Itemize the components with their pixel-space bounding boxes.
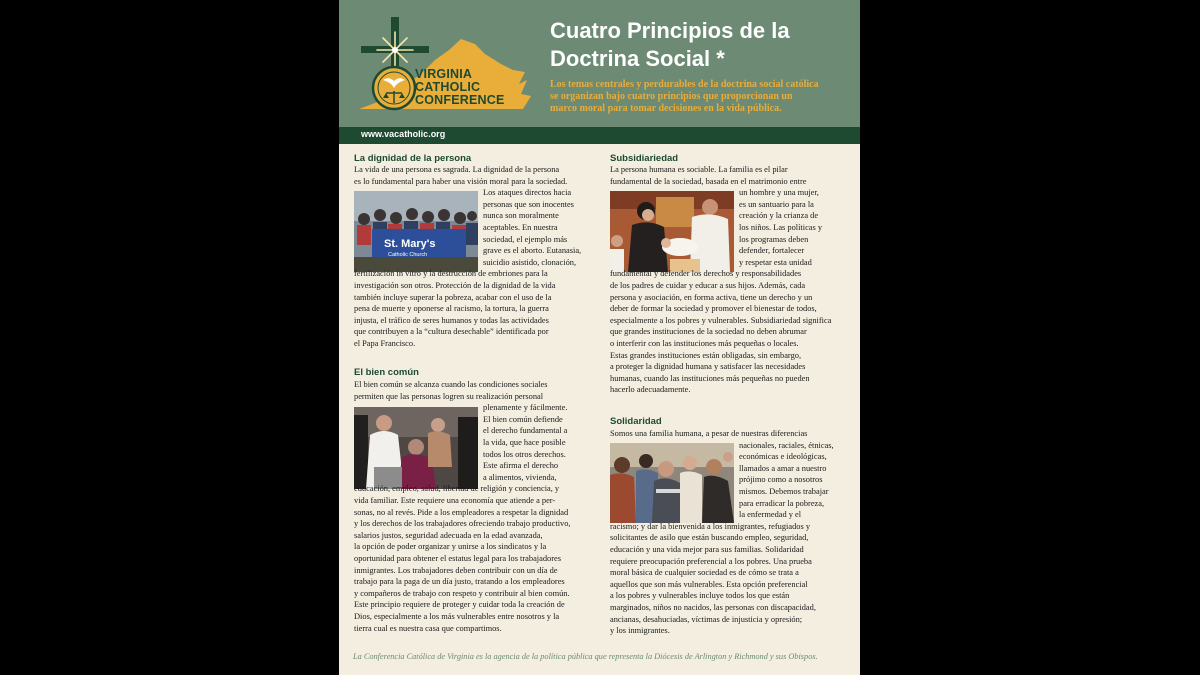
- body-text-line: racismo; y dar la bienvenida a los inmigrantes, refugiados y: [610, 521, 811, 531]
- body-text-line: también incluye superar la pobreza, acabar con el uso de la: [354, 292, 552, 302]
- body-text-line: Somos una familia humana, a pesar de nuestras diferencias: [610, 429, 808, 438]
- header-banner: [339, 0, 860, 127]
- org-name-line-1: VIRGINIA: [415, 67, 473, 81]
- body-text-line: permiten que las personas logren su realización personal: [354, 391, 544, 401]
- body-text-line: salarios justos, seguridad adecuada en la edad avanzada,: [354, 530, 543, 540]
- body-text-line: oportunidad para obtener el estatus legal para los trabajadores: [354, 554, 561, 563]
- body-text-line: de los padres de cuidar y educar a sus hijos. Además, cada: [610, 281, 806, 290]
- body-text-line: los programas deben: [739, 234, 809, 244]
- body-text-line: El bien común defiende: [483, 414, 563, 424]
- body-text-line: tierra cual es nuestra casa que compartimos.: [354, 623, 502, 633]
- body-text-line: sonas, no al revés. Pide a los empleadores a respetar la dignidad: [354, 507, 569, 517]
- body-text-line: o interferir con las instituciones más pequeñas o locales.: [610, 339, 799, 348]
- body-text-line: Este afirma el derecho: [483, 461, 559, 471]
- body-text-line: a alimentos, vivienda,: [483, 472, 557, 482]
- body-text-line: es lo fundamental para haber una visión moral para la sociedad.: [354, 176, 568, 186]
- flyer-page: [339, 0, 860, 675]
- body-text-line: y respetar esta unidad: [739, 257, 812, 267]
- heading-solidaridad: Solidaridad: [610, 416, 662, 427]
- body-text-line: que contribuyen a la “cultura desechable” identificada por: [354, 327, 549, 337]
- body-text-line: llamados a amar a nuestro: [739, 463, 827, 473]
- body-text-line: es un santuario para la: [739, 199, 814, 209]
- body-text-line: todos los otros derechos.: [483, 449, 566, 459]
- body-text-line: para erradicar la pobreza,: [739, 498, 825, 508]
- body-text-line: el derecho fundamental a: [483, 426, 568, 436]
- body-text-line: fundamental de la sociedad, basada en el matrimonio entre: [610, 176, 807, 186]
- body-text-line: y los inmigrantes.: [610, 626, 670, 636]
- body-text-line: defender, fortalecer: [739, 246, 805, 256]
- body-text-line: injusta, el tráfico de seres humanos y todas las actividades: [354, 315, 549, 325]
- body-text-line: y compañeros de trabajo con respeto y contribuir al bien común.: [354, 588, 570, 598]
- body-text-line: la opción de poder organizar y unirse a los sindicatos y la: [354, 542, 547, 552]
- body-text-line: la enfermedad y el: [739, 510, 802, 520]
- body-text-line: que grandes instituciones de la sociedad no deben abrumar: [610, 327, 807, 337]
- banner-subtitle-text: Catholic Church: [388, 252, 428, 258]
- body-text-line: económicas e ideológicas,: [739, 452, 827, 462]
- body-text-line: educación, empleo, salud, libertad de religión y conciencia, y: [354, 484, 560, 494]
- body-text-line: plenamente y fácilmente.: [483, 403, 568, 413]
- body-text-line: hacerlo adecuadamente.: [610, 385, 691, 395]
- body-text-line: persona y asociación, en forma activa, tiene un derecho y un: [610, 292, 813, 302]
- body-text-line: los niños. Las políticas y: [739, 223, 823, 232]
- heading-dignidad: La dignidad de la persona: [354, 153, 472, 164]
- photo-diverse-group: [610, 443, 734, 523]
- page-title-line-2: Doctrina Social *: [550, 46, 725, 71]
- heading-subsidiariedad: Subsidiariedad: [610, 153, 679, 164]
- body-text-line: El bien común se alcanza cuando las condiciones sociales: [354, 380, 548, 389]
- body-text-line: creación y la crianza de: [739, 211, 819, 221]
- body-text-line: requiere preocupación preferencial a los pobres. Una prueba: [610, 556, 812, 566]
- body-text-line: nacionales, raciales, étnicas,: [739, 440, 834, 450]
- website-link[interactable]: www.vacatholic.org: [361, 129, 446, 139]
- body-text-line: grave es el aborto. Eutanasia,: [483, 246, 582, 256]
- photo-baptism: [610, 191, 734, 272]
- url-bar: [339, 127, 860, 144]
- body-text-line: aceptables. En nuestra: [483, 223, 558, 232]
- body-text-line: ancianas, desahuciadas, víctimas de injusticia y opresión;: [610, 614, 803, 624]
- body-text-line: deber de formar la sociedad y promover el bienestar de todos,: [610, 304, 817, 314]
- body-text-line: suicidio asistido, clonación,: [483, 257, 577, 267]
- body-text-line: Dios, especialmente a los más vulnerables entre nosotros y la: [354, 612, 560, 621]
- body-text-line: moral básica de cualquier sociedad es de cómo se trata a: [610, 568, 799, 578]
- body-text-line: La persona humana es sociable. La familia es el pilar: [610, 165, 788, 174]
- photo-st-marys-group: [354, 191, 478, 272]
- photo-pope-francis: [354, 407, 478, 489]
- body-text-line: nunca son moralmente: [483, 211, 559, 221]
- body-text-line: a los pobres y vulnerables incluye todos los que están: [610, 591, 790, 601]
- body-text-line: fundamental y defender los derechos y responsabilidades: [610, 269, 802, 279]
- page-title-line-1: Cuatro Principios de la: [550, 18, 790, 43]
- body-text-line: investigación son otros. Protección de la dignidad de la vida: [354, 281, 556, 290]
- body-text-line: prójimo como a nosotros: [739, 475, 823, 485]
- body-text-line: Este principio requiere de proteger y cuidar toda la creación de: [354, 600, 565, 610]
- subtitle-line-3: marco moral para tomar decisiones en la vida pública.: [550, 103, 782, 114]
- body-text-line: Los ataques directos hacia: [483, 188, 572, 198]
- subtitle-line-1: Los temas centrales y perdurables de la doctrina social católica: [550, 79, 819, 90]
- body-text-line: a proteger la dignidad humana y satisfacer las necesidades: [610, 362, 806, 372]
- body-text-line: solicitantes de asilo que están buscando empleo, seguridad,: [610, 533, 809, 543]
- heading-bien-comun: El bien común: [354, 367, 419, 378]
- body-text-line: la vida, que hace posible: [483, 438, 566, 447]
- body-text-line: el Papa Francisco.: [354, 339, 416, 348]
- subtitle-line-2: se organizan bajo cuatro principios que proporcionan un: [550, 91, 793, 102]
- body-text-line: Estas grandes instituciones están obligadas, sin embargo,: [610, 350, 802, 360]
- body-text-line: un hombre y una mujer,: [739, 188, 819, 198]
- body-text-line: especialmente a los pobres y vulnerables. Subsidiariedad significa: [610, 315, 832, 325]
- body-text-line: aquellos que son más vulnerables. Esta opción preferencial: [610, 579, 808, 589]
- body-text-line: trabajo para la paga de un día justo, tratando a los empleadores: [354, 577, 565, 587]
- body-text-line: personas que son inocentes: [483, 199, 574, 209]
- org-name-line-3: CONFERENCE: [415, 93, 505, 107]
- body-text-line: inmigrantes. Los trabajadores deben contribuir con un día de: [354, 565, 558, 575]
- footer-disclaimer: La Conferencia Católica de Virginia es la agencia de la política pública que representa la Diócesis de Arlington y Richmond y sus Obispos.: [353, 652, 818, 661]
- body-text-line: pena de muerte y oponerse al racismo, la tortura, la guerra: [354, 304, 549, 314]
- body-text-line: humanas, cuando las instituciones más pequeñas no pueden: [610, 373, 810, 383]
- body-text-line: La vida de una persona es sagrada. La dignidad de la persona: [354, 165, 560, 174]
- dove-seal-icon: [373, 67, 415, 109]
- org-name-line-2: CATHOLIC: [415, 80, 481, 94]
- body-text-line: mismos. Debemos trabajar: [739, 487, 829, 496]
- banner-title-text: St. Mary's: [384, 238, 436, 250]
- body-text-line: vida familiar. Este requiere una economía que atiende a per-: [354, 496, 556, 505]
- body-text-line: y los derechos de los trabajadores ofreciendo trabajo productivo,: [354, 519, 571, 529]
- body-text-line: marginados, niños no nacidos, las personas con discapacidad,: [610, 603, 816, 612]
- body-text-line: educación y una vida mejor para sus familias. Solidaridad: [610, 545, 804, 554]
- body-text-line: sociedad, el ejemplo más: [483, 234, 568, 244]
- body-text-line: fertilización in vitro y la destrucción de embriones para la: [354, 269, 548, 279]
